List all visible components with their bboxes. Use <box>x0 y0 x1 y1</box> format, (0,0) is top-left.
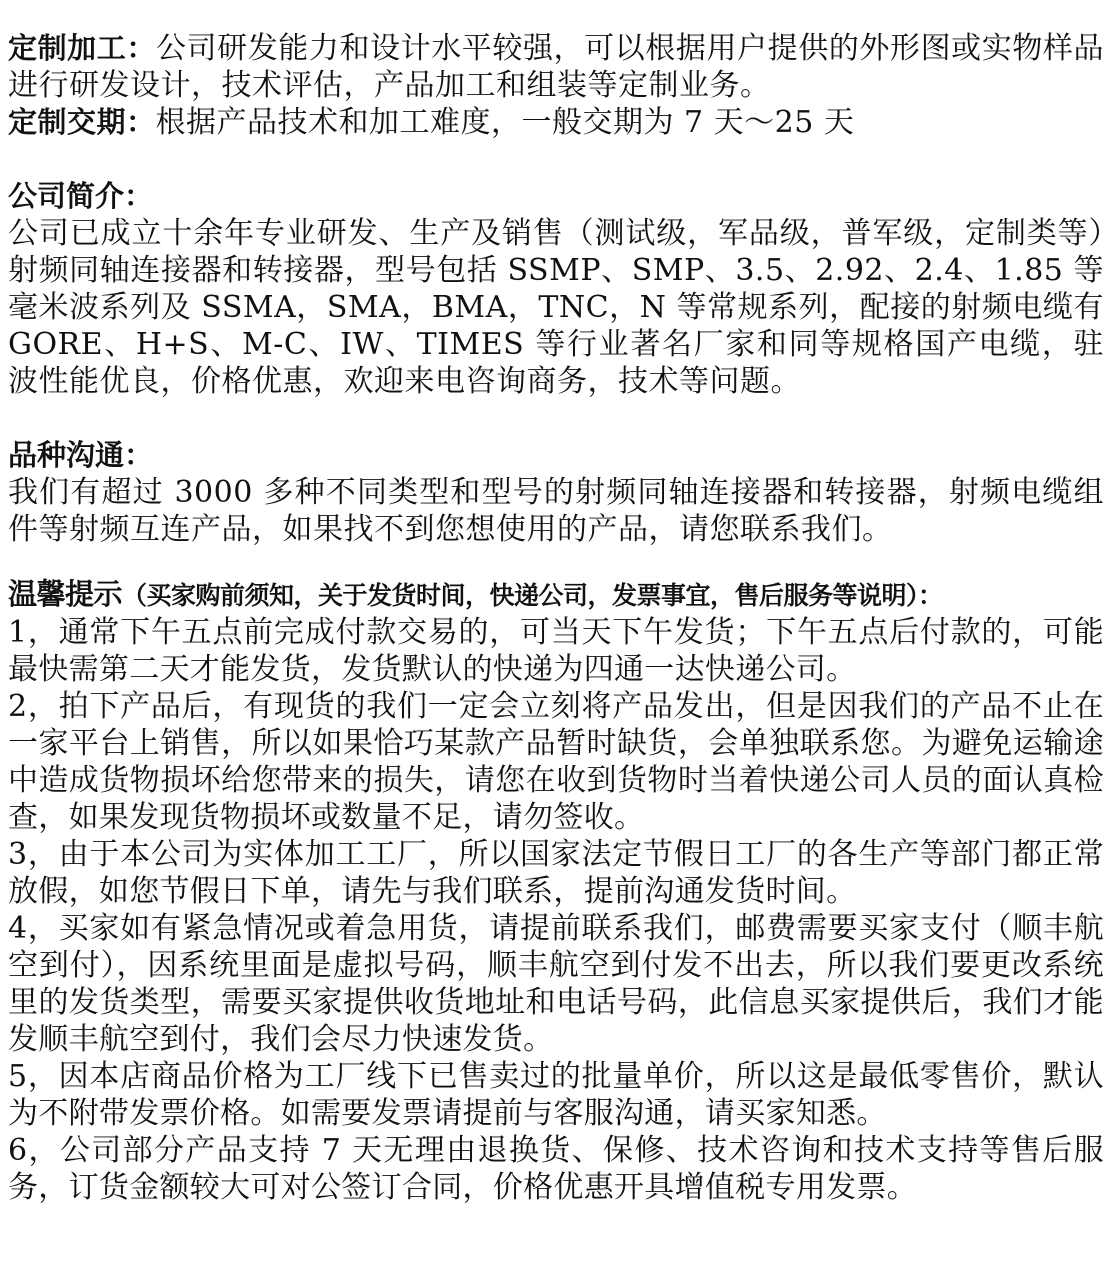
tip-item-2: 2，拍下产品后，有现货的我们一定会立刻将产品发出，但是因我们的产品不止在一家平台上销售，所以如果恰巧某款产品暂时缺货，会单独联系您。为避免运输途中造成货物损坏给您带来的损失，请您在收到货物时当着快递公司人员的面认真检查，如果发现货物损坏或数量不足，请勿签收。 <box>8 689 1104 835</box>
variety-heading: 品种沟通： <box>8 438 154 472</box>
tip-item-6: 6，公司部分产品支持 7 天无理由退换货、保修、技术咨询和技术支持等售后服务，订货金额较大可对公签订合同，价格优惠开具增值税专用发票。 <box>8 1133 1104 1205</box>
tips-heading-sub: （买家购前须知，关于发货时间，快递公司，发票事宜，售后服务等说明）： <box>122 581 943 610</box>
tip-item-5: 5，因本店商品价格为工厂线下已售卖过的批量单价，所以这是最低零售价，默认为不附带发票价格。如需要发票请提前与客服沟通，请买家知悉。 <box>8 1059 1104 1131</box>
spacer <box>8 548 1104 576</box>
custom-delivery-label: 定制交期： <box>8 105 156 139</box>
custom-section <box>8 30 1104 141</box>
custom-delivery-paragraph <box>8 104 1104 141</box>
spacer <box>8 400 1104 437</box>
company-intro-heading: 公司简介： <box>8 179 154 213</box>
variety-text: 我们有超过 3000 多种不同类型和型号的射频同轴连接器和转接器，射频电缆组件等射频互连产品，如果找不到您想使用的产品，请您联系我们。 <box>8 475 1104 547</box>
tips-section <box>8 576 1104 1206</box>
custom-processing-label: 定制加工： <box>8 31 156 65</box>
custom-delivery-text: 根据产品技术和加工难度，一般交期为 7 天～25 天 <box>155 105 855 140</box>
tip-item-4: 4，买家如有紧急情况或着急用货，请提前联系我们，邮费需要买家支付（顺丰航空到付），因系统里面是虚拟号码，顺丰航空到付发不出去，所以我们要更改系统里的发货类型，需要买家提供收货地址和电话号码，此信息买家提供后，我们才能发顺丰航空到付，我们会尽力快速发货。 <box>8 911 1104 1057</box>
tips-heading <box>8 576 1104 614</box>
spacer <box>8 141 1104 178</box>
tip-item-1: 1，通常下午五点前完成付款交易的，可当天下午发货；下午五点后付款的，可能最快需第二天才能发货，发货默认的快递为四通一达快递公司。 <box>8 615 1104 687</box>
variety-section <box>8 437 1104 548</box>
custom-processing-paragraph <box>8 30 1104 104</box>
document <box>8 30 1104 1206</box>
company-intro-section <box>8 178 1104 400</box>
tips-heading-main: 温馨提示 <box>8 577 123 611</box>
company-intro-text: 公司已成立十余年专业研发、生产及销售（测试级，军品级，普军级，定制类等）射频同轴连接器和转接器，型号包括 SSMP、SMP、3.5、2.92、2.4、1.85 等毫米波系列及 SSMA，SMA，BMA，TNC，N 等常规系列，配接的射频电缆有 GORE、H+S、M-C、IW、TIMES 等行业著名厂家和同等规格国产电缆，驻波性能优良，价格优惠，欢迎来电咨询商务，技术等问题。 <box>8 216 1104 399</box>
custom-processing-text: 公司研发能力和设计水平较强，可以根据用户提供的外形图或实物样品进行研发设计，技术评估，产品加工和组装等定制业务。 <box>8 31 1104 103</box>
tip-item-3: 3，由于本公司为实体加工工厂，所以国家法定节假日工厂的各生产等部门都正常放假，如您节假日下单，请先与我们联系，提前沟通发货时间。 <box>8 837 1104 909</box>
